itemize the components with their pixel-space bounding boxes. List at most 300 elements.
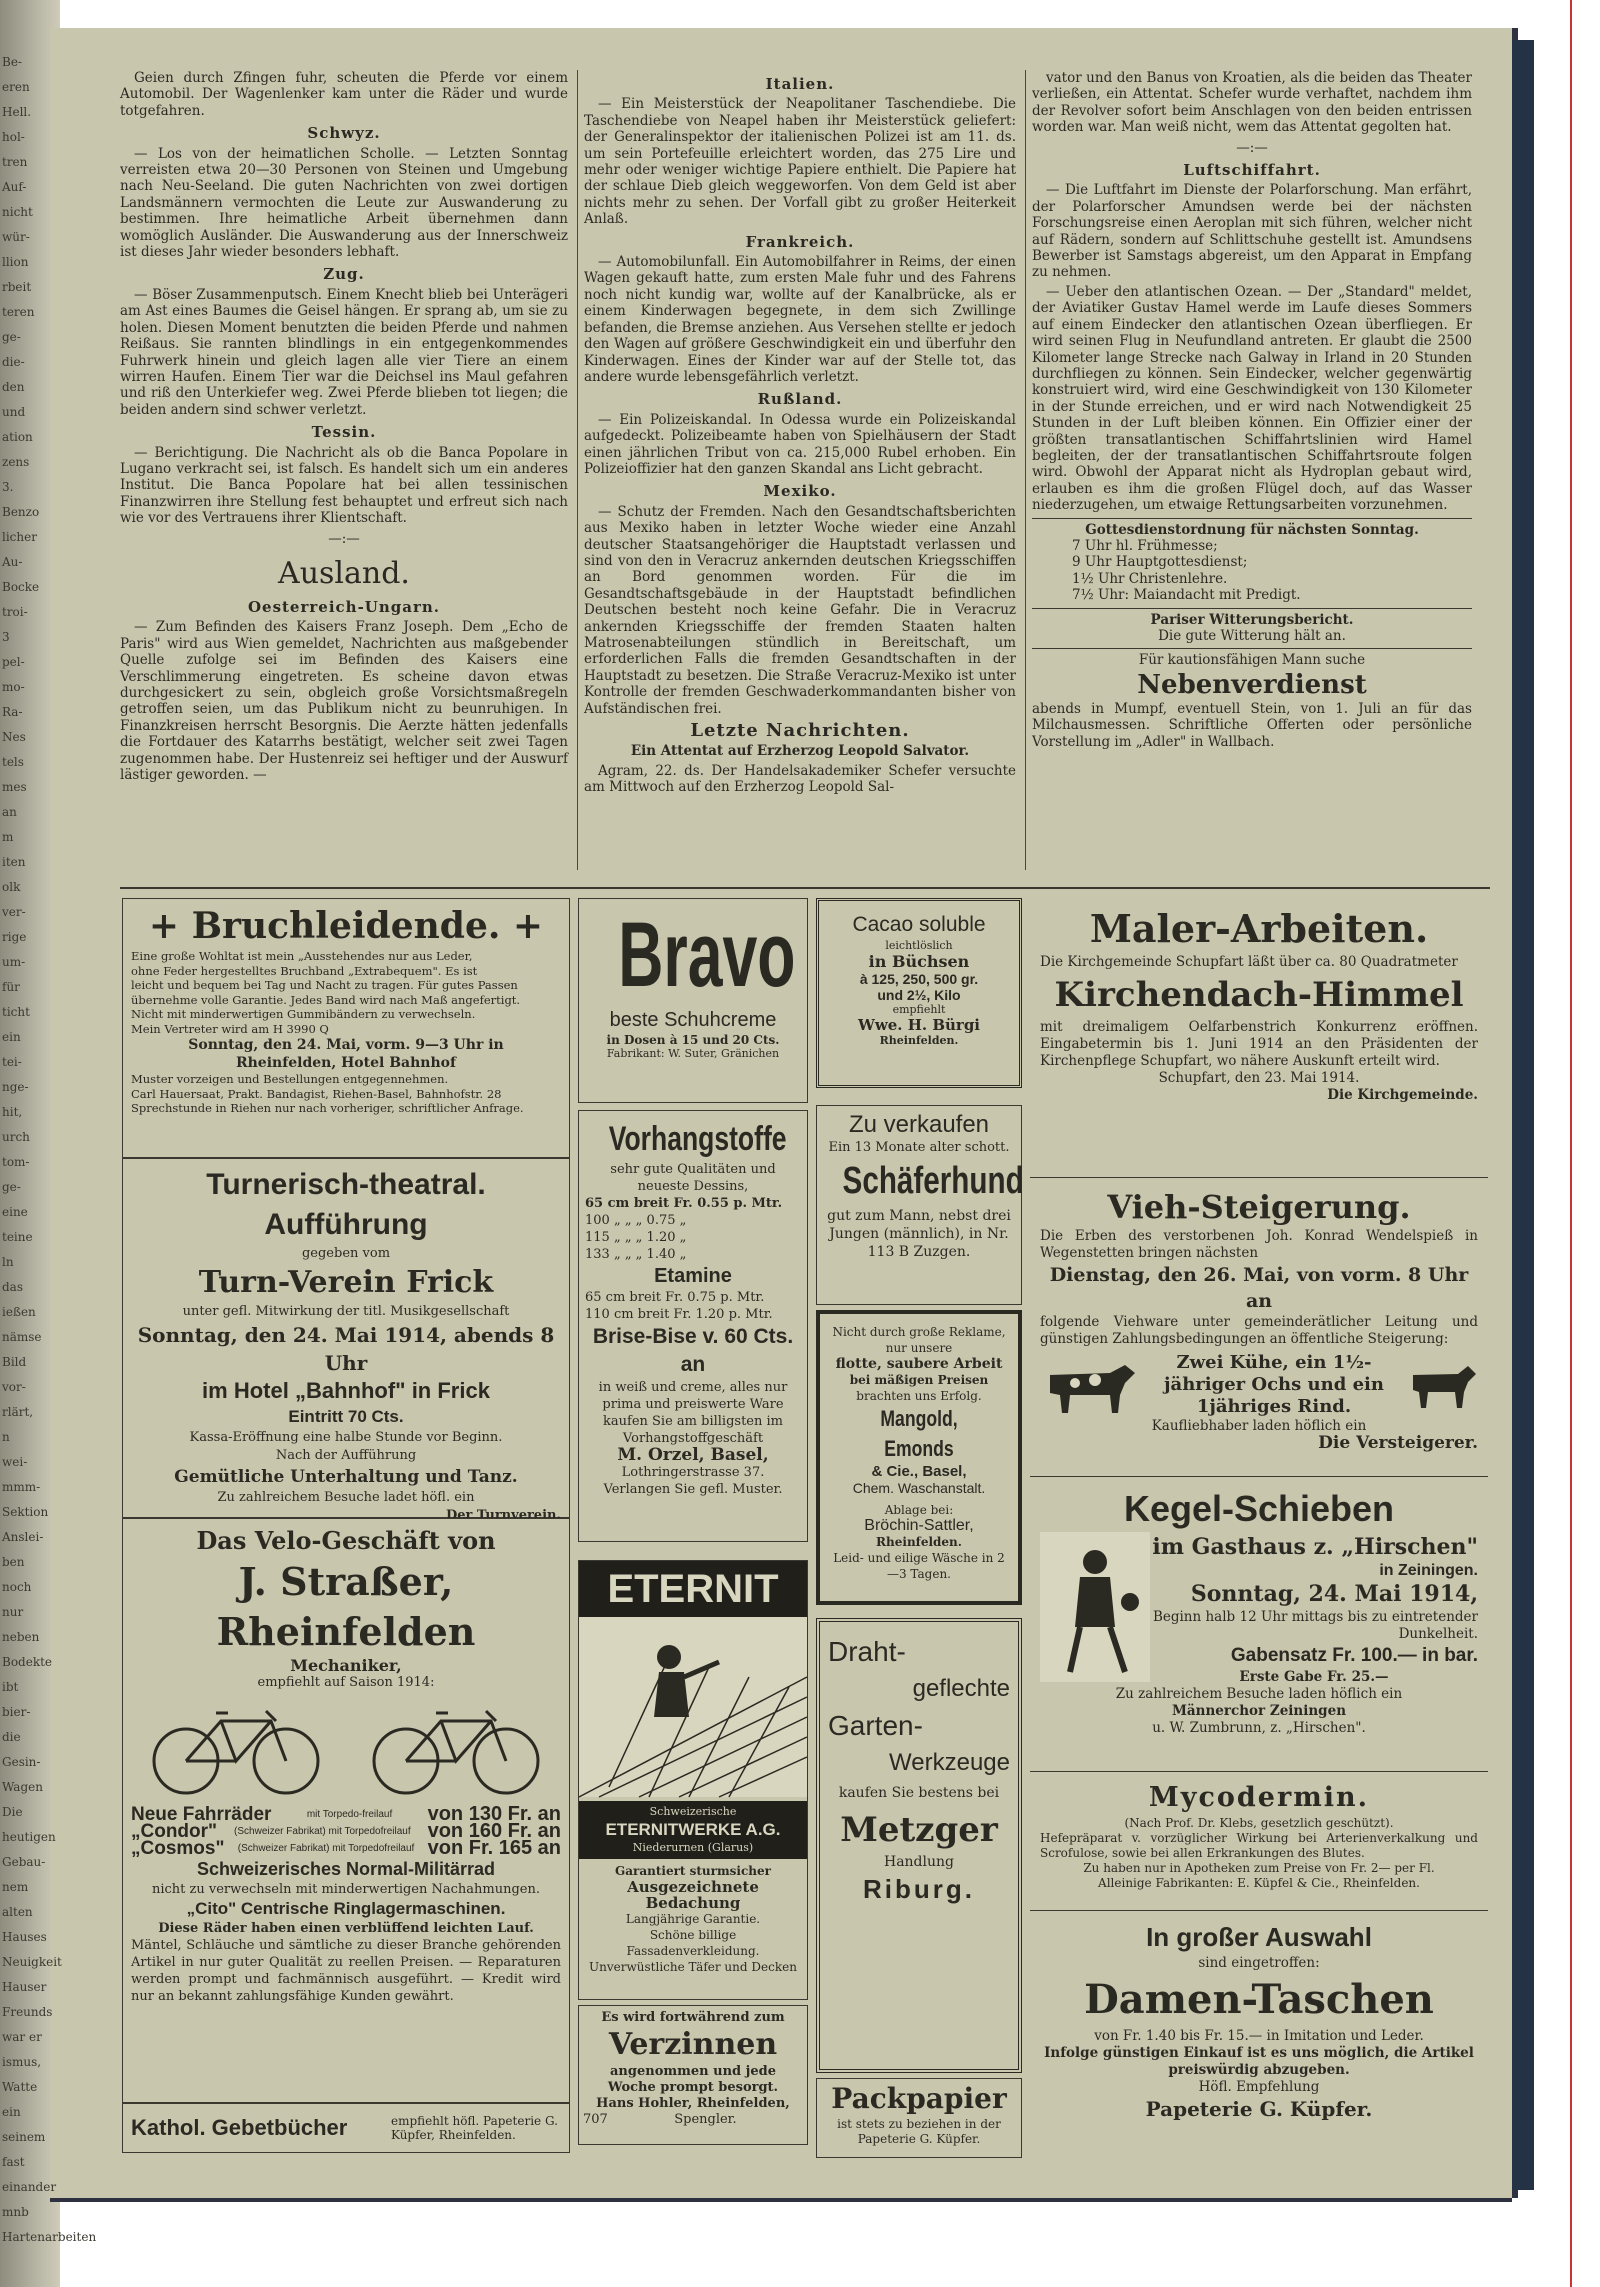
ad-line: geflechte [912,1675,1010,1702]
ad-line: M. Orzel, Basel, [617,1445,769,1465]
ad-line: Sonntag, den 24. Mai, vorm. 9—3 Uhr in [188,1037,504,1053]
ad-line: ETERNITWERKE A.G. [605,1820,781,1839]
ad-line: flotte, saubere Arbeit [835,1356,1003,1372]
left-page-fragment: rlärt, [2,1405,34,1419]
left-page-fragment: Hauser [2,1980,47,1994]
left-page-fragment: mnb [2,2205,29,2219]
weather-notice [1032,608,1472,645]
ad-line: Beginn halb 12 Uhr mittags bis zu eintretender Dunkelheit. [1152,1609,1478,1642]
ad-line: Hefepräparat v. vorzüglicher Wirkung bei Arterienverkalkung und Scrofulose, sowie bei allen Erkrankungen des Blutes. [1040,1831,1478,1860]
ad-line: Garten- [828,1710,923,1741]
ad-line: angenommen und jede [610,2064,776,2079]
ad-title: Maler-Arbeiten. [1089,906,1429,951]
ad-price-line: 65 cm breit Fr. 0.75 p. Mtr. [585,1290,765,1305]
ad-title: Draht- [828,1636,906,1667]
ad-line: übernehme volle Garantie. Jedes Band wird nach Maß angefertigt. [131,992,521,1007]
left-page-fragment: ge- [2,1180,21,1194]
ad-line: Ablage bei: [884,1503,954,1517]
service-notice [1032,518,1472,604]
ad-line: prima und preiswerte Ware [602,1397,784,1412]
ad-line: beste Schuhcreme [609,1009,777,1031]
ad-signature: Die Versteigerer. [1318,1433,1478,1453]
left-page-fragment: hit, [2,1105,23,1119]
ad-damen-taschen [1030,1915,1488,2155]
ad-line: Nach der Aufführung [275,1448,417,1463]
ad-bruchleidende [122,898,570,1158]
left-page-fragment: heutigen [2,1830,56,1844]
article-subheading: Ein Attentat auf Erzherzog Leopold Salvator. [630,743,970,760]
ad-gebetbuecher [122,2103,570,2153]
left-page-fragment: ein [2,2105,21,2119]
ad-line: Leid- und eilige Wäsche in 2—3 Tagen. [833,1551,1005,1581]
service-item: 9 Uhr Hauptgottesdienst; [1072,554,1248,571]
left-page-fragment: troi- [2,605,28,619]
ad-line: u. W. Zumbrunn, z. „Hirschen". [1152,1720,1366,1736]
job-text: abends in Mumpf, eventuell Stein, von 1. Juli an für das Milchausmessen. Schriftliche Offerten oder persönliche Vorstellung im „Adler" in Wallbach. [1032,700,1472,750]
separator: —:— [328,530,360,547]
ad-line: in weiß und creme, alles nur [598,1380,788,1395]
left-page-fragment: licher [2,530,37,544]
ad-line: Die Erben des verstorbenen Joh. Konrad Wendelspieß in Wegenstetten bringen nächsten [1040,1228,1478,1261]
bicycle-icons [136,1691,556,1801]
ad-line: Riburg. [863,1874,975,1904]
ad-line: Handlung [883,1854,954,1870]
ad-line: Es wird fortwährend zum [601,2010,785,2025]
left-page-fragment: Gesin- [2,1755,41,1769]
ad-price-line: 115 „ „ „ 1.20 „ [585,1230,687,1245]
left-page-fragment: nicht [2,205,33,219]
left-page-fragment: Auf- [2,180,27,194]
ad-line: Woche prompt besorgt. [607,2080,779,2095]
left-page-fragment: vor- [2,1380,26,1394]
ad-line: Unverwüstliche Täfer und Decken [589,1960,797,1974]
ad-date: Dienstag, den 26. Mai, von vorm. 8 Uhr an [1049,1264,1469,1312]
left-page-fragment: Die [2,1805,23,1819]
price-row [131,1837,561,1859]
ad-line: Langjährige Garantie. [625,1912,761,1926]
left-page-fragment: das [2,1280,23,1294]
ad-line: folgende Viehware unter gemeinderätlicher Leitung und günstigen Zahlungsbedingungen an öffentliche Steigerung: [1040,1314,1478,1347]
left-page-fragment: Be- [2,55,22,69]
ad-subtitle: Etamine [654,1265,732,1287]
left-page-fragment: tom- [2,1155,30,1169]
left-page-fragment: Hell. [2,105,32,119]
left-page-fragment: ießen [2,1305,36,1319]
ad-line: Garantiert sturmsicher [615,1864,771,1878]
left-page-fragment: Au- [2,555,23,569]
weather-text: Die gute Witterung hält an. [1158,628,1346,644]
ad-line: Infolge günstigen Einkauf ist es uns möglich, die Artikel preiswürdig abzugeben. [1044,2045,1474,2078]
ox-icon [1408,1360,1478,1410]
ad-line: brachten uns Erfolg. [856,1389,982,1403]
ad-title: Damen-Taschen [1084,1976,1434,2023]
ad-title: Das Velo-Geschäft von [196,1526,496,1555]
left-page-fragment: noch [2,1580,32,1594]
ad-line: Erste Gabe Fr. 25.— [1239,1669,1389,1685]
left-page-text-fragments [2,50,97,2250]
ad-title: Kathol. Gebetbücher [131,2115,348,2140]
ad-line: Rheinfelden. [876,1535,962,1549]
weather-title: Pariser Witterungsbericht. [1150,611,1354,628]
left-page-fragment: urch [2,1130,30,1144]
ad-line: Carl Hauersaat, Prakt. Bandagist, Riehen-Basel, Bahnhofstr. 28 [131,1086,502,1101]
ad-line: Zu zahlreichem Besuche ladet höfl. ein [217,1490,475,1505]
left-page-fragment: einander [2,2180,57,2194]
left-page-fragment: 3. [2,480,14,494]
left-page-fragment: die [2,1730,21,1744]
ad-line: Schupfart, den 23. Mai 1914. [1158,1070,1360,1086]
left-page-fragment: mmm- [2,1480,41,1494]
ad-line: nicht zu verwechseln mit minderwertigen Nachahmungen. [151,1882,540,1897]
left-page-fragment: pel- [2,655,25,669]
left-page-fragment: hol- [2,130,25,144]
ad-line: im Gasthaus z. „Hirschen" [1152,1534,1478,1560]
ad-price-line: 110 cm breit Fr. 1.20 p. Mtr. [585,1307,773,1322]
ad-entry: Eintritt 70 Cts. [288,1407,404,1426]
ad-cacao [816,898,1022,1088]
ad-title: Packpapier [831,2082,1007,2115]
ad-line: leicht und bequem bei Tag und Nacht zu tragen. Für gutes Passen [131,978,518,992]
ad-title: Turnerisch-theatral. Aufführung [206,1168,486,1241]
ad-line: Chem. Waschanstalt. [852,1480,986,1496]
bowler-illustration [1040,1532,1150,1682]
ad-note: mit Torpedo-freilauf [306,1809,393,1820]
ad-line: Rheinfelden, Hotel Bahnhof [235,1055,457,1071]
job-intro: Für kautionsfähigen Mann suche [1138,652,1366,669]
left-page-fragment: llion [2,255,29,269]
ad-packpapier [816,2078,1022,2158]
left-page-fragment: ver- [2,905,26,919]
ad-price-line: 65 cm breit Fr. 0.55 p. Mtr. [585,1196,783,1211]
left-page-fragment: fast [2,2155,25,2169]
ad-line: Schweizerische [649,1805,737,1818]
left-page-fragment: rbeit [2,280,32,294]
ad-signature: Papeterie G. Küpfer. [1145,2097,1373,2121]
article-paragraph: — Berichtigung. Die Nachricht als ob die Banca Popolare in Lugano verkracht sei, ist falsch. Es handelt sich um ein anderes Institut. Die Banca Popolare hat bei allen tessinischen Finanzwirren ihre Stellung fest behauptet und erfreut sich nach wie vor des Vertrauens ihrer Klientschaft. [120,444,568,527]
section-heading: Rußland. [757,390,843,409]
ad-line: ohne Feder hergestelltes Bruchband „Extrabequem". Es ist [131,963,478,978]
ad-line: Verlangen Sie gefl. Muster. [603,1482,783,1497]
ad-viehsteigerung [1030,1182,1488,1477]
section-heading: Luftschiffahrt. [1183,161,1321,180]
left-page-fragment: nem alten [2,1880,33,1919]
left-page-fragment: mes [2,780,27,794]
ad-body [131,949,561,1116]
ad-kegel-body [1040,1532,1478,1686]
cow-icon [1040,1355,1140,1415]
left-page-fragment: eren [2,80,30,94]
left-page-fragment: seinem [2,2130,46,2144]
ad-line: bei mäßigen Preisen [849,1373,989,1387]
article-paragraph: — Automobilunfall. Ein Automobilfahrer in Reims, der einen Wagen gekauft hatte, zum ersten Male fuhr und des Fahrens noch nicht kundig war, wollte auf der Kanalbrücke, als er einem Kinderwagen begegnete, in dem sich Zwillinge befanden, die Bremse anziehen. Aus Versehen stellte er jedoch den Wagen auf größere Geschwindigkeit ein und überfuhr den Kinderwagen. Eines der Kinder war auf der Stelle tot, das andere wurde lebensgefährlich verletzt. [584,254,1016,385]
ad-line: sehr gute Qualitäten und neueste Dessins, [610,1162,776,1194]
left-page-fragment: tels [2,755,24,769]
article-column-2 [584,70,1016,885]
left-page-fragment: zens [2,455,30,469]
left-page-fragment: für [2,980,20,994]
ad-title: Vorhangstoffe [608,1120,787,1158]
ad-line: Gabensatz Fr. 100.— in bar. [1230,1645,1478,1666]
left-page-fragment: wür- [2,230,30,244]
separator: —:— [1236,139,1268,156]
ad-line: Schöne billige Fassadenverkleidung. [626,1928,760,1958]
ad-line: und 2½, Kilo [877,987,961,1003]
article-column-3 [1032,70,1472,885]
left-page-fragment: Freunds [2,2005,53,2019]
left-page-fragment: iten [2,855,26,869]
left-page-fragment: war er [2,2030,42,2044]
ad-line: Männerchor Zeiningen [1171,1703,1347,1719]
ad-line: Rheinfelden. [879,1034,959,1047]
ad-maler [1030,898,1488,1178]
ad-note: (Schweizer Fabrikat) mit Torpedofreilauf [237,1843,415,1854]
left-page-fragment: tren [2,155,28,169]
ad-eternit [578,1560,808,2000]
ad-line: Ausgezeichnete Bedachung [627,1878,759,1912]
ad-line: Muster vorzeigen und Bestellungen entgegennehmen. [131,1072,449,1086]
section-heading: Zug. [323,265,365,284]
ad-bravo [578,898,808,1103]
ad-livestock-row [1040,1352,1478,1418]
left-page-fragment: ation [2,430,33,444]
ad-note: (Schweizer Fabrikat) mit Torpedofreilauf [234,1826,411,1837]
ad-line: sind eingetroffen: [1198,1955,1320,1971]
page-edge [1512,40,1534,2190]
ad-line: Mein Vertreter wird am H 3990 Q [131,1021,329,1036]
left-page-fragment: um- [2,955,26,969]
ad-line: in Dosen à 15 und 20 Cts. [606,1033,780,1047]
job-title: Nebenverdienst [1137,669,1367,700]
ad-line: „Cito" Centrische Ringlagermaschinen. [186,1899,506,1918]
article-paragraph: — Los von der heimatlichen Scholle. — Letzten Sonntag verreisten etwa 20—30 Personen von Steinen und Umgebung nach Neu-Seeland. Die guten Nachrichten von zwei dortigen Landsmännern vermochten die Leute zur Auswanderung zu bestimmen. Ihre heimatliche Arbeit übernehmen dann womöglich Ausländer. Die Auswanderung aus der Innerschweiz ist dieses Jahr wieder besonders lebhaft. [120,145,568,261]
ad-item: „Cosmos" [131,1838,225,1859]
left-page-fragment: Watte [2,2080,38,2094]
left-page-fragment: Hauses [2,1930,47,1944]
left-page-fragment: Ra- [2,705,23,719]
ad-price-line: 133 „ „ „ 1.40 „ [585,1247,687,1262]
ad-number: 707 [583,2112,608,2127]
ad-line: kaufen Sie am billigsten im [603,1414,783,1429]
left-page-fragment: mo- [2,680,25,694]
left-page-fragment: nämse [2,1330,42,1344]
article-paragraph: — Die Luftfahrt im Dienste der Polarforschung. Man erfährt, der Polarforscher Amundsen werde bei der nächsten Forschungsreise einen Aeroplan mit sich führen, welcher nicht auf Rädern, sondern auf Schlittschuhe gestellt ist. Amundsens Bewerber ist Samstags abgereist, um den Apparat in Empfang zu nehmen. [1032,182,1472,281]
ad-subtitle: Brise-Bise v. 60 Cts. an [592,1325,794,1376]
ad-line: gut zum Mann, nebst drei Jungen (männlich), in Nr. 113 B Zuzgen. [827,1208,1011,1260]
section-heading: Tessin. [311,423,377,442]
column-rule [1025,70,1026,870]
ad-footer [583,2112,803,2128]
ad-signature: Der Turnverein. [445,1508,561,1523]
ad-firm: Mangold, Emonds [880,1406,958,1461]
ad-item: Neue Fahrräder [131,1804,272,1825]
ad-line: in Zeiningen. [1379,1562,1478,1579]
left-page-fragment: ben [2,1555,25,1569]
left-page-fragment: den [2,380,25,394]
article-paragraph: — Ein Meisterstück der Neapolitaner Taschendiebe. Die Taschendiebe von Neapel haben ihr Meisterstück geliefert: der Generalinspektor der italienischen Polizei ist am 11. ds. um sein Portefeuille erleichtert worden, das 275 Lire und mehr oder weniger wichtige Papiere enthielt. Die Papiere hat der schlaue Dieb gleich weggeworfen. Von dem Geld ist aber nichts mehr zu sehen. Der Vorfall gibt zu großer Heiterkeit Anlaß. [584,96,1016,228]
ad-line: Vorhangstoffgeschäft [622,1431,764,1446]
ad-item: „Condor" [131,1821,218,1842]
ad-velo [122,1518,570,2103]
left-page-fragment: Hartenarbeiten [2,2230,97,2244]
left-page-fragment: m [2,830,14,844]
ad-line: Fabrikant: W. Suter, Gränichen [606,1047,780,1060]
left-page-fragment: Nes [2,730,26,744]
ausland-heading: Ausland. [278,555,410,591]
ad-line: von Fr. 1.40 bis Fr. 15.— in Imitation und Leder. [1094,2028,1424,2044]
ad-line: Sprechstunde in Riehen nur nach vorheriger, schriftlicher Anfrage. [131,1101,524,1115]
left-page-fragment: teine [2,1230,33,1244]
ad-turnverein [122,1158,570,1523]
service-item: 7½ Uhr: Maiandacht mit Predigt. [1072,587,1301,604]
job-notice [1032,648,1472,750]
left-page-fragment: rige [2,930,27,944]
ad-metzger [816,1618,1022,2073]
ad-date: Sonntag, 24. Mai 1914, [1190,1581,1478,1607]
left-page-fragment: die- [2,355,25,369]
ad-vorhangstoffe [578,1110,808,1542]
left-page-fragment: tei- [2,1055,22,1069]
ad-line: Zu haben nur in Apotheken zum Preise von Fr. 2— per Fl. [1083,1861,1435,1875]
left-page-fragment: bier- [2,1705,31,1719]
ad-line: Gemütliche Unterhaltung und Tanz. [174,1467,518,1487]
ad-verzinnen [578,2005,808,2145]
ad-line: empfiehlt höfl. Papeterie G. Küpfer, Rheinfelden. [391,2114,558,2142]
ad-line: (Nach Prof. Dr. Klebs, gesetzlich geschützt). [1124,1816,1394,1830]
ad-title: Kegel-Schieben [1123,1488,1395,1529]
left-page-fragment: olk [2,880,21,894]
left-page-fragment: Bocke [2,580,40,594]
ad-title: + Bruchleidende. + [148,905,544,947]
ad-price: von Fr. 165 an [427,1837,561,1859]
ad-line: mit dreimaligem Oelfarbenstrich Konkurrenz eröffnen. Eingabetermin bis 1. Juni 1914 an den Präsidenten der Kirchenpflege Schupfart, wo nähere Auskunft erteilt wird. [1040,1019,1478,1069]
left-page-fragment: Gebau- [2,1855,46,1869]
ad-title: Zu verkaufen [848,1111,990,1138]
ad-line: Zu zahlreichem Besuche laden höflich ein [1115,1686,1403,1702]
section-heading: Oesterreich-Ungarn. [247,597,441,616]
left-page-fragment: teren [2,305,35,319]
article-paragraph: — Ein Polizeiskandal. In Odessa wurde ein Polizeiskandal aufgedeckt. Polizeibeamte haben von Spielhäusern der Stadt einen jährlichen Tribut von ca. 215,000 Rubel erhoben. Ein Polizeioffizier hat den ganzen Skandal ans Licht gebracht. [584,411,1016,477]
ad-line: kaufen Sie bestens bei [838,1785,1000,1801]
ad-price: von 160 Fr. an [427,1820,561,1842]
left-page-fragment: 3 [2,630,10,644]
ad-line: gegeben vom [301,1246,391,1261]
article-paragraph: — Schutz der Fremden. Nach den Gesandtschaftsberichten aus Mexiko haben in letzter Woche wieder eine Anzahl deutscher Staatsangehöriger die Hauptstadt verlassen und sind von den in Veracruz ankernden deutschen Kriegsschiffen an Bord genommen worden. Für die im Gesandtschaftsgebäude in der Hauptstadt befindlichen Deutschen besteht noch keine Gefahr. Die in Veracruz ankernden Kriegsschiffe der fremden Staaten halten Matrosenabteilungen stündlich in Bereitschaft, um erforderlichen Falls die fremden Gesandtschaften in der Hauptstadt zu besetzen. Die Straße Veracruz-Mexiko ist unter Kontrolle der fremden Geschwaderkommandanten bisher von Aufständischen frei. [584,503,1016,717]
ad-line: leichtlöslich [885,939,953,952]
ad-kegel-text [1150,1532,1478,1686]
left-page-fragment: nge- [2,1080,29,1094]
ad-title: Vieh-Steigerung. [1107,1188,1411,1226]
ads-divider [120,887,1490,889]
ad-line: Eine große Wohltat ist mein „Ausstehendes nur aus Leder, [131,949,473,963]
ad-line: Alleinige Fabrikanten: E. Küpfel & Cie., Rheinfelden. [1098,1876,1420,1890]
article-paragraph: — Ueber den atlantischen Ozean. — Der „Standard" meldet, der Aviatiker Gustav Hamel werde im Laufe dieses Sommers auf einem Eindecker den atlantischen Ozean überfliegen. Er wird seinen Flug in Neufundland antreten. Er glaubt die 2500 Kilometer lange Strecke nach Galway in Irland in 20 Stunden durchfliegen zu können. Sein Eindecker, welcher gegenwärtig konstruiert wird, wird eine Geschwindigkeit von 130 Kilometer in der Stunde erreichen, und er wird nach Notwendigkeit 25 Stunden in der Luft bleiben können. Ein Offizier einer der größten transatlantischen Schiffahrtslinien wird Hamel begleiten, der der transatlantischen Schiffahrtsroute folgen wird. Obwohl der Apparat nicht als Hydroplan gebaut wird, erlauben es ihm die großen Flügel doch, auf das Wasser niederzugehen, um etwaige Rettungsarbeiten vorzunehmen. [1032,283,1472,514]
left-page-fragment: Benzo [2,505,40,519]
ad-title: Cacao soluble [852,913,986,936]
ad-line: In großer Auswahl [1146,1922,1372,1952]
ad-line: Mechaniker, [290,1656,402,1675]
left-page-fragment: neben [2,1630,40,1644]
article-paragraph: — Zum Befinden des Kaisers Franz Joseph. Dem „Echo de Paris" wird aus Wien gemeldet, Nachrichten aus maßgebender Quelle zufolge sei im Befinden des Kaisers eine Verschlimmerung eingetreten. Es scheine davon etwas durchgesickert zu sein, obgleich große Vorsichtsmaßregeln getroffen seien, um das Publikum nicht zu beunruhigen. In Finanzkreisen herrscht Besorgnis. Die Aerzte hätten jedenfalls die Fortdauer des Katarrhs bestätigt, welcher seit zwei Tagen zugenommen habe. Der Hustenreiz sei heftiger und der Auswurf lästiger geworden. — [120,619,568,784]
ad-line: Spengler. [674,2112,737,2127]
section-heading: Mexiko. [763,482,837,501]
article-column-1 [120,70,568,885]
ad-line: Lothringerstrasse 37. [621,1465,765,1480]
ad-title: ETERNIT [579,1561,807,1617]
left-page-fragment: ibt [2,1680,19,1694]
left-page-fragment: nur [2,1605,24,1619]
left-page-fragment: wei- [2,1455,28,1469]
ad-price-line: 100 „ „ „ 0.75 „ [585,1213,687,1228]
left-page-fragment: Sektion [2,1505,49,1519]
ad-dog: Schäferhund [842,1160,1024,1202]
article-paragraph: — Böser Zusammenputsch. Einem Knecht blieb bei Unterägeri am Ast eines Baumes die Geisel hängen. Er sprang ab, um sie zu holen. Diesen Moment benutzten die beiden Pferde und nahmen Reißaus. Sie rannten blindlings in ein entgegenkommendes Fuhrwerk hinein und gleich lagen alle vier Tiere an einem wirren Haufen. Einem Tier war die Deichsel ins Maul gefahren und riß den Unterkiefer weg. Zwei Pferde blieben tot liegen; die beiden andern sind schwer verletzt. [120,286,568,418]
ad-kegel-schieben [1030,1482,1488,1772]
ad-line: Schweizerisches Normal-Militärrad [196,1859,496,1879]
ad-line: & Cie., Basel, [871,1463,967,1480]
left-page-fragment: n [2,1430,10,1444]
left-page-fragment: und [2,405,26,419]
article-paragraph: vator und den Banus von Kroatien, als die beiden das Theater verließen, ein Attentat. Schefer wurde verhaftet, nachdem ihm der Revolver sofort beim Anschlagen von den beiden entrissen worden war. Man weiß nicht, wem das Attentat gegolten hat. [1032,70,1472,136]
column-rule [577,70,578,870]
ad-line: Höfl. Empfehlung [1198,2079,1320,2095]
ad-line: Hans Hohler, Rheinfelden, [596,2096,790,2111]
section-heading: Schwyz. [307,124,381,143]
left-page-fragment: Bild [2,1355,27,1369]
section-heading: Frankreich. [745,232,855,251]
roofer-illustration [579,1617,807,1797]
ad-livestock: Zwei Kühe, ein 1½-jähriger Ochs und ein 1jähriges Rind. [1164,1352,1384,1417]
ad-big: Kirchendach-Himmel [1054,975,1464,1015]
ad-signature: Die Kirchgemeinde. [1327,1087,1478,1103]
left-page-fragment: an [2,805,17,819]
left-page-fragment: Anslei- [2,1530,44,1544]
ad-line: Kassa-Eröffnung eine halbe Stunde vor Beginn. [189,1430,503,1445]
ad-mangold [816,1310,1022,1605]
section-heading: Letzte Nachrichten. [690,720,910,742]
ad-line: Diese Räder haben einen verblüffend leichten Lauf. [158,1921,534,1936]
eternit-banner [579,1801,807,1859]
service-item: 7 Uhr hl. Frühmesse; [1072,537,1218,554]
ad-line: Nicht mit minderwertigen Gummibändern zu verwechseln. [131,1007,476,1021]
ad-line: empfiehlt auf Saison 1914: [257,1675,435,1690]
red-margin-line [1570,0,1572,2287]
ad-title: Mycodermin. [1148,1782,1370,1813]
left-page-fragment: ge- [2,330,21,344]
ad-shop-name: J. Straßer, Rheinfelden [216,1559,476,1654]
left-page-fragment: Neuigkeit [2,1955,62,1969]
ad-mycodermin [1030,1776,1488,1911]
article-paragraph: Agram, 22. ds. Der Handelsakademiker Schefer versuchte am Mittwoch auf den Erzherzog Leopold Sal- [584,762,1016,796]
ad-line: Wwe. H. Bürgi [857,1016,981,1034]
ad-price: von 130 Fr. an [427,1803,561,1825]
ad-line: nur unsere [885,1341,953,1355]
left-page-fragment: ticht [2,1005,30,1019]
ad-line: Kaufliebhaber laden höflich ein [1151,1418,1367,1434]
left-page-fragment: ein [2,1030,21,1044]
left-page-fragment: eine [2,1205,28,1219]
ad-zu-verkaufen [816,1105,1022,1305]
ad-line: Werkzeuge [889,1749,1010,1776]
ad-line: Bröchin-Sattler, [864,1517,974,1534]
ad-line: unter gefl. Mitwirkung der titl. Musikgesellschaft [182,1304,510,1319]
article-paragraph: Geien durch Zfingen fuhr, scheuten die Pferde vor einem Automobil. Der Wagenlenker kam unter die Räder und wurde totgefahren. [120,70,568,119]
ad-line: Mäntel, Schläuche und sämtliche zu dieser Branche gehörenden Artikel in nur guter Qualität zu reellen Preisen. — Reparaturen werden prompt und fachmännisch ausgeführt. — Kredit wird nur an bekannt zahlungsfähige Kunden gewährt. [131,1938,561,2004]
ad-line: à 125, 250, 500 gr. [859,971,979,987]
ad-line: in Büchsen [868,952,970,971]
ad-line: Ein 13 Monate alter schott. [828,1140,1010,1155]
section-heading: Italien. [765,75,835,93]
ad-line: Nicht durch große Reklame, [832,1325,1006,1339]
